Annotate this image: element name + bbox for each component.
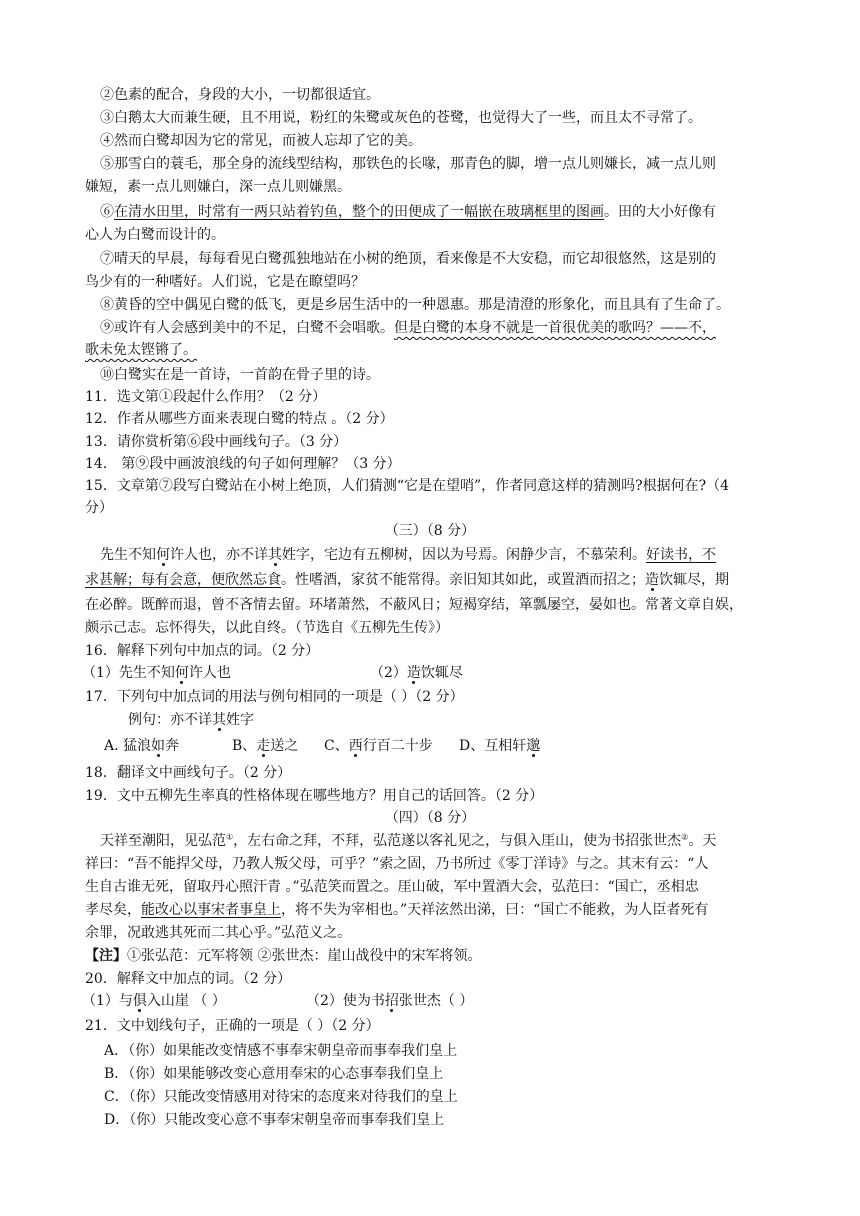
option-d (459, 735, 540, 758)
paragraph-6-line-2: 心人为白鹭而设计的。 (85, 227, 225, 243)
footnote-marker-1: ① (226, 832, 234, 842)
text-span: 例句：亦不详 (128, 712, 212, 728)
text-span: 入山崖 （ ） (146, 993, 226, 1009)
question-11: 11．选文第①段起什么作用？（2 分） (85, 389, 327, 405)
text-span: 许人也 (188, 665, 231, 681)
note (85, 945, 785, 968)
question-20: 20．解释文中加点的词。（2 分） (85, 971, 292, 987)
text-span: （2）使为书 (306, 993, 385, 1009)
option-b (232, 735, 324, 758)
paragraph-3: ③白鹅太大而兼生硬，且不用说，粉红的朱鹭或灰色的苍鹭，也觉得大了一些，而且太不寻常了。 (100, 110, 702, 126)
paragraph-8: ⑧黄昏的空中偶见白鹭的低飞，更是乡居生活中的一种恩惠。那是清澄的形象化，而且具有了生命了。 (100, 297, 730, 313)
text-span: （1）先生不知 (82, 665, 175, 681)
paragraph-10: ⑩白鹭实在是一首诗，一首韵在骨子里的诗。 (100, 367, 380, 383)
question-15-line-1: 15．文章第⑦段写白鹭站在小树上绝顶，人们猜测“它是在望哨”，作者同意这样的猜测吗?根据何在?（4 (85, 478, 730, 494)
dotted-word: 俱 (132, 993, 147, 1009)
text-span: ，左右命之拜，不拜，弘范遂以客礼见之，与俱入厓山，使为书招张世杰 (233, 833, 682, 849)
dotted-word: 造 (406, 665, 421, 681)
text-span: ，将不失为宰相也。”天祥泫然出涕，曰：“国亡不能救，为人臣者死有 (281, 902, 709, 918)
text-span: 先生不知 (100, 547, 156, 563)
option-a (104, 735, 232, 758)
section-3-heading: （三）（8 分） (384, 523, 476, 539)
paragraph-9-wavy-sentence: 但是白鹭的本身不就是一首很优美的歌吗？——不， (394, 320, 716, 336)
dotted-word: 何 (156, 547, 170, 563)
paragraph-6-underlined-sentence: 在清水田里，时常有一两只站着钓鱼，整个的田便成了一幅嵌在玻璃框里的图画 (114, 204, 604, 220)
paragraph-6-rest: 。田的大小好像有 (604, 204, 716, 220)
question-20-item-1 (82, 990, 306, 1013)
question-20-item-2 (306, 990, 473, 1013)
question-16-item-1 (82, 662, 370, 685)
question-21-option-c: C．（你）只能改变情感用对待宋的态度来对待我们的皇上 (104, 1089, 458, 1105)
text-span: 许人也，亦不详 (170, 547, 268, 563)
text-span: 轩 (512, 738, 527, 754)
note-text: ①张弘范：元军将领 ②张世杰：崖山战役中的宋军将领。 (127, 948, 482, 964)
dotted-word: 其 (212, 712, 226, 728)
dotted-word: 如 (151, 738, 166, 754)
paragraph-4: ④然而白鹭却因为它的常见，而被人忘却了它的美。 (100, 133, 422, 149)
underlined-sentence: 能改心以事宋者事皇上 (141, 902, 281, 918)
dotted-word: 邈 (526, 738, 541, 754)
question-16-item-2 (370, 662, 463, 685)
text-4-line-5: 余罪，况敢逃其死而二其心乎。”弘范义之。 (85, 925, 352, 941)
text-span: 行百二十步 (362, 738, 433, 754)
text-3-line-1 (100, 544, 800, 567)
question-15-line-2: 分） (85, 500, 113, 516)
note-label: 【注】 (85, 948, 127, 964)
text-span: B、 (232, 738, 257, 754)
question-16-items (82, 662, 782, 685)
question-13: 13．请你赏析第⑥段中画线句子。（3 分） (85, 434, 348, 450)
text-4-line-2: 祥曰：“吾不能捍父母，乃教人叛父母，可乎？”索之固，乃书所过《零丁洋诗》与之。其末有云：“人 (85, 856, 709, 872)
footnote-marker-2: ② (681, 832, 689, 842)
text-3-line-3: 在必醉。既醉而退，曾不吝情去留。环堵萧然，不蔽风日；短褐穿结，箪瓢屡空，晏如也。常著文章自娱， (85, 597, 743, 613)
paragraph-2: ②色素的配合，身段的大小，一切都很适宜。 (100, 87, 380, 103)
option-c (324, 735, 459, 758)
text-span: 。性嗜酒，家贫不能常得。亲旧知其如此，或置酒而招之； (281, 572, 645, 588)
dotted-word: 西 (348, 738, 363, 754)
underlined-sentence: 求甚解；每有会意，便欣然忘食 (85, 572, 281, 588)
paragraph-7-line-2: 鸟少有的一种嗜好。人们说，它是在瞭望吗？ (85, 274, 365, 290)
dotted-word: 招 (384, 993, 399, 1009)
text-4-line-1 (100, 830, 800, 853)
question-21-option-d: D．（你）只能改变心意不事奉宋朝皇帝而事奉我们皇上 (104, 1112, 445, 1128)
text-span: 。天 (688, 833, 717, 849)
text-span: 姓字，宅边有五柳树，因以为号焉。闲静少言，不慕荣利。 (282, 547, 646, 563)
text-span: C、 (324, 738, 349, 754)
paragraph-6-line-1 (100, 201, 800, 224)
paragraph-9-plain: ⑨或许有人会感到美中的不足，白鹭不会唱歌。 (100, 320, 394, 336)
paragraph-6-marker: ⑥ (100, 204, 114, 220)
question-21-option-a: A．（你）如果能改变情感不事奉宋朝皇帝而事奉我们皇上 (104, 1043, 458, 1059)
paragraph-9-line-2 (85, 339, 785, 362)
question-12: 12．作者从哪些方面来表现白鹭的特点 。（2 分） (85, 411, 394, 427)
text-4-line-4 (85, 899, 785, 922)
text-span: 送之 (270, 738, 299, 754)
text-span: （1）与 (82, 993, 133, 1009)
text-span: 奔 (165, 738, 180, 754)
text-span: 张世杰（ ） (398, 993, 474, 1009)
text-span: 饮辄尽，期 (659, 572, 729, 588)
paragraph-9-line-1 (100, 317, 800, 340)
text-3-line-4: 颇示己志。忘怀得失，以此自终。（节选自《五柳先生传》） (85, 620, 449, 636)
question-20-items (82, 990, 782, 1013)
question-17: 17．下列句中加点词的用法与例句相同的一项是（ ）（2 分） (85, 689, 464, 705)
question-21: 21．文中划线句子，正确的一项是（ ）（2 分） (85, 1018, 380, 1034)
question-18: 18．翻译文中画线句子。（2 分） (85, 765, 292, 781)
text-span: 饮辄尽 (420, 665, 463, 681)
dotted-word: 其 (268, 547, 282, 563)
text-4-line-3: 生自古谁无死，留取丹心照汗青 。”弘范笑而置之。厓山破，军中置酒大会，弘范曰：“国亡，丞相忠 (85, 879, 699, 895)
question-16: 16．解释下列句中加点的词。（2 分） (85, 643, 320, 659)
paragraph-5-line-2: 嫌短，素一点儿则嫌白，深一点儿则嫌黑。 (85, 179, 351, 195)
question-14: 14． 第⑨段中画波浪线的句子如何理解？（3 分） (85, 456, 401, 472)
question-21-option-b: B．（你）如果能够改变心意用奉宋的心态事奉我们皇上 (104, 1066, 444, 1082)
question-17-options (104, 735, 804, 758)
text-span: （2） (370, 665, 407, 681)
paragraph-5-line-1: ⑤那雪白的蓑毛，那全身的流线型结构，那铁色的长喙，那青色的脚，增一点儿则嫌长，减一点儿则 (100, 156, 716, 172)
section-4-heading: （四）（8 分） (384, 810, 476, 826)
question-19: 19．文中五柳先生率真的性格体现在哪些地方？用自己的话回答。（2 分） (85, 788, 544, 804)
text-span: D、互相 (459, 738, 513, 754)
question-17-example (128, 709, 828, 732)
dotted-word: 走 (256, 738, 271, 754)
text-span: 天祥至潮阳，见弘范 (100, 833, 226, 849)
underlined-sentence: 好读书，不 (646, 547, 716, 563)
text-3-line-2 (85, 569, 785, 592)
dotted-word: 造 (645, 572, 659, 588)
dotted-word: 何 (174, 665, 189, 681)
text-span: A. 猛浪 (104, 738, 152, 754)
text-span: 姓字 (226, 712, 254, 728)
paragraph-9-wavy-sentence-end: 歌未免太铿锵了。 (85, 342, 197, 358)
paragraph-7-line-1: ⑦晴天的早晨，每每看见白鹭孤独地站在小树的绝顶，看来像是不大安稳，而它却很悠然，这是别的 (100, 251, 716, 267)
text-span: 孝尽矣， (85, 902, 141, 918)
